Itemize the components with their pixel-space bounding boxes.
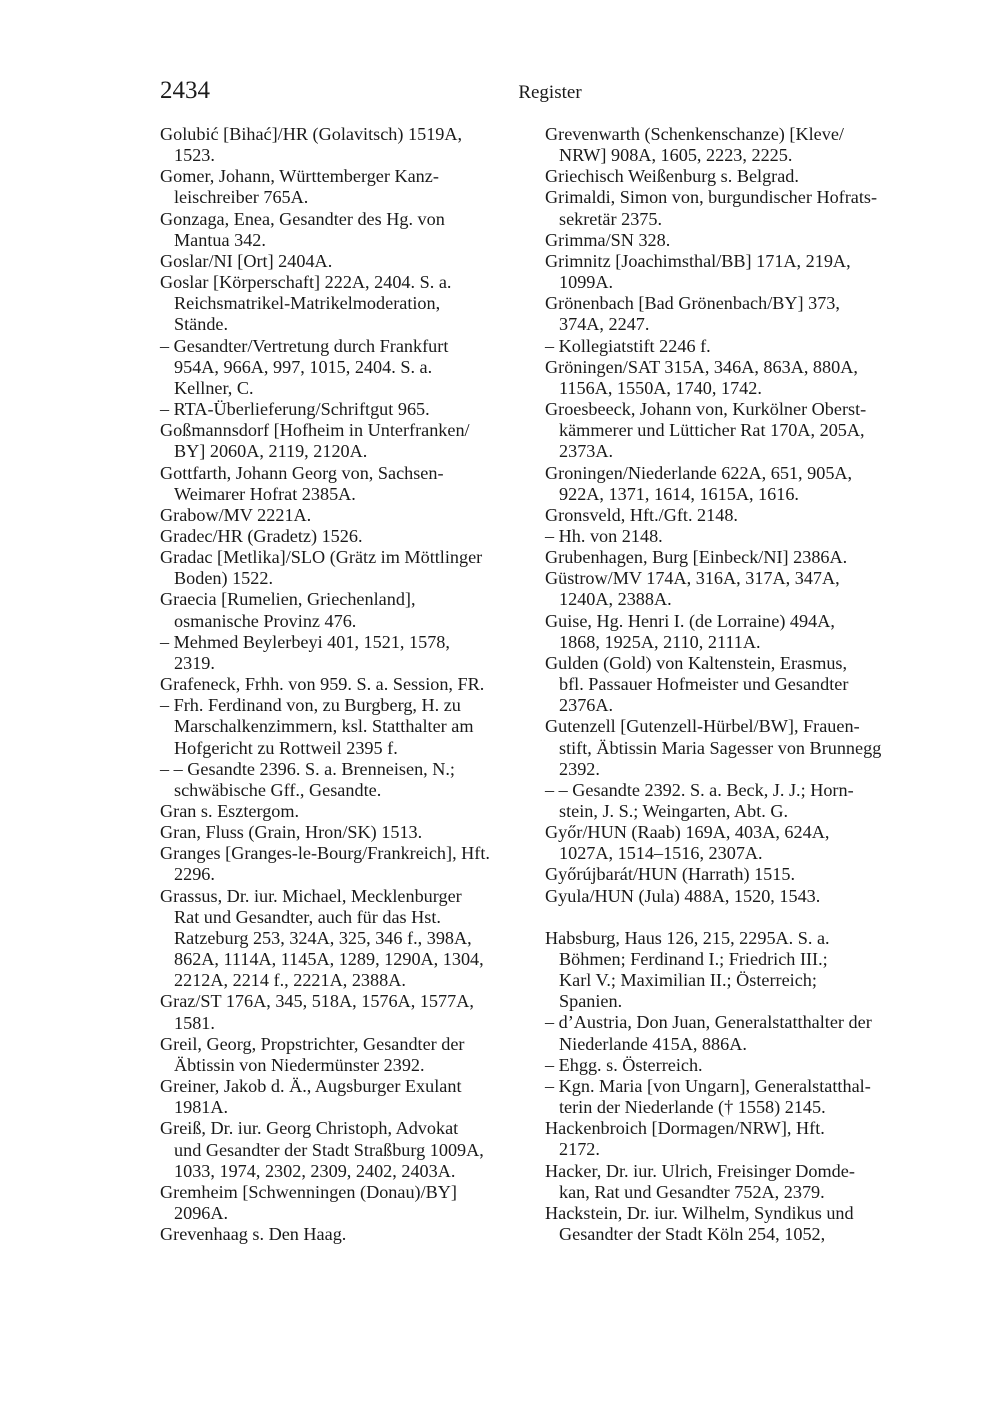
index-entry [545, 716, 925, 779]
index-entry [545, 780, 925, 822]
index-entry-line: kämmerer und Lütticher Rat 170A, 205A, [559, 420, 865, 441]
index-entry-line: Goslar/NI [Ort] 2404A. [160, 250, 333, 271]
index-entry-line: Grubenhagen, Burg [Einbeck/NI] 2386A. [545, 547, 848, 568]
index-entry [545, 357, 925, 399]
index-entry-line: Granges [Granges-le-Bourg/Frankreich], Hft. [160, 843, 490, 864]
index-entry-line: Groesbeeck, Johann von, Kurkölner Oberst- [545, 399, 867, 420]
index-entry-line: stift, Äbtissin Maria Sagesser von Brunnegg [559, 737, 882, 758]
index-entry [545, 124, 925, 166]
index-entry [545, 1076, 925, 1118]
index-entry-line: – Gesandter/Vertretung durch Frankfurt [160, 335, 449, 356]
index-entry [160, 632, 530, 674]
index-entry [160, 420, 530, 462]
index-entry-line: Greiner, Jakob d. Ä., Augsburger Exulant [160, 1076, 462, 1097]
index-entry [545, 293, 925, 335]
index-entry-line: Boden) 1522. [174, 568, 274, 589]
index-entry-line: – – Gesandte 2392. S. a. Beck, J. J.; Horn- [545, 779, 854, 800]
index-entry [160, 843, 530, 885]
index-entry-line: 862A, 1114A, 1145A, 1289, 1290A, 1304, [174, 949, 484, 970]
index-entry-line: Rat und Gesandter, auch für das Hst. [174, 906, 441, 927]
index-entry-line: 1868, 1925A, 2110, 2111A. [559, 631, 761, 652]
index-entry-line: 2172. [559, 1139, 600, 1160]
index-entry-line: – Mehmed Beylerbeyi 401, 1521, 1578, [160, 631, 450, 652]
index-entry-line: Gröningen/SAT 315A, 346A, 863A, 880A, [545, 356, 858, 377]
index-entry-line: Äbtissin von Niedermünster 2392. [174, 1054, 425, 1075]
index-entry-line: und Gesandter der Stadt Straßburg 1009A, [174, 1139, 484, 1160]
index-entry-line: Karl V.; Maximilian II.; Österreich; [559, 970, 817, 991]
index-entry-line: Grönenbach [Bad Grönenbach/BY] 373, [545, 293, 840, 314]
index-entry-line: 2319. [174, 652, 215, 673]
index-entry-line: 1240A, 2388A. [559, 589, 672, 610]
index-entry-line: 2296. [174, 864, 215, 885]
index-entry [545, 336, 925, 357]
index-entry-line: Gomer, Johann, Württemberger Kanz- [160, 166, 439, 187]
index-entry-line: sekretär 2375. [559, 208, 663, 229]
index-entry [545, 822, 925, 864]
index-entry-line: Hackenbroich [Dormagen/NRW], Hft. [545, 1118, 825, 1139]
index-entry-line: Grimnitz [Joachimsthal/BB] 171A, 219A, [545, 250, 851, 271]
index-entry-line: BY] 2060A, 2119, 2120A. [174, 441, 368, 462]
index-entry-line: leischreiber 765A. [174, 187, 309, 208]
index-entry [545, 611, 925, 653]
index-entry [160, 1076, 530, 1118]
index-entry-line: Graecia [Rumelien, Griechenland], [160, 589, 416, 610]
index-entry [160, 759, 530, 801]
index-entry-line: Spanien. [559, 991, 623, 1012]
index-entry-line: Böhmen; Ferdinand I.; Friedrich III.; [559, 948, 828, 969]
index-entry [160, 1224, 530, 1245]
index-entry [160, 272, 530, 335]
running-head: Register [518, 82, 582, 103]
index-entry [160, 251, 530, 272]
index-entry-line: 2376A. [559, 695, 614, 716]
index-entry-line: Griechisch Weißenburg s. Belgrad. [545, 166, 799, 187]
index-entry-line: Marschalkenzimmern, ksl. Statthalter am [174, 716, 474, 737]
index-entry-line: schwäbische Gff., Gesandte. [174, 779, 382, 800]
index-entry-line: 1027A, 1514–1516, 2307A. [559, 843, 763, 864]
index-entry-line: Hackstein, Dr. iur. Wilhelm, Syndikus und [545, 1202, 854, 1223]
page-number: 2434 [160, 77, 210, 104]
index-entry [545, 526, 925, 547]
index-entry-line: 2392. [559, 758, 600, 779]
index-entry [160, 991, 530, 1033]
index-entry-line: Stände. [174, 314, 229, 335]
index-entry [160, 463, 530, 505]
index-entry-line: Weimarer Hofrat 2385A. [174, 483, 356, 504]
index-entry-line: stein, J. S.; Weingarten, Abt. G. [559, 801, 789, 821]
index-entry [160, 526, 530, 547]
index-entry-line: Gottfarth, Johann Georg von, Sachsen- [160, 462, 444, 483]
index-entry-line: Gradac [Metlika]/SLO (Grätz im Möttlinger [160, 547, 483, 568]
index-entry-line: – Ehgg. s. Österreich. [545, 1054, 703, 1075]
index-entry-line: 2373A. [559, 441, 614, 462]
index-entry [160, 822, 530, 843]
index-entry-line: Gyula/HUN (Jula) 488A, 1520, 1543. [545, 885, 821, 906]
index-entry [545, 505, 925, 526]
index-entry-line: osmanische Provinz 476. [174, 610, 357, 631]
index-entry-line: Güstrow/MV 174A, 316A, 317A, 347A, [545, 568, 840, 589]
index-entry-line: bfl. Passauer Hofmeister und Gesandter [559, 674, 849, 695]
index-entry-line: Gradec/HR (Gradetz) 1526. [160, 525, 363, 546]
index-entry-line: Goslar [Körperschaft] 222A, 2404. S. a. [160, 272, 452, 293]
index-entry-line: 1523. [174, 145, 215, 166]
index-entry-line: Győr/HUN (Raab) 169A, 403A, 624A, [545, 822, 830, 843]
index-entry [545, 1203, 925, 1245]
index-entry [545, 463, 925, 505]
index-entry-line: NRW] 908A, 1605, 2223, 2225. [559, 145, 793, 166]
section-gap [545, 907, 925, 928]
index-entry [545, 1118, 925, 1160]
index-entry-line: Groningen/Niederlande 622A, 651, 905A, [545, 462, 853, 483]
index-column-left [160, 124, 530, 1245]
index-entry-line: Mantua 342. [174, 229, 266, 250]
index-entry-line: Kellner, C. [174, 377, 254, 398]
index-entry-line: – Kollegiatstift 2246 f. [545, 335, 711, 356]
index-entry-line: – Hh. von 2148. [545, 525, 663, 546]
index-entry [545, 187, 925, 229]
index-entry-line: Habsburg, Haus 126, 215, 2295A. S. a. [545, 927, 830, 948]
index-entry [160, 674, 530, 695]
index-entry-line: Gulden (Gold) von Kaltenstein, Erasmus, [545, 652, 848, 673]
index-entry [160, 166, 530, 208]
index-entry-line: – RTA-Überlieferung/Schriftgut 965. [160, 399, 430, 420]
index-entry-line: Grevenwarth (Schenkenschanze) [Kleve/ [545, 124, 844, 144]
index-entry [545, 230, 925, 251]
index-entry [545, 399, 925, 462]
index-entry-line: 1581. [174, 1012, 215, 1033]
index-entry [160, 336, 530, 399]
index-entry-line: Niederlande 415A, 886A. [559, 1033, 747, 1054]
index-entry [160, 547, 530, 589]
index-entry [160, 124, 530, 166]
index-entry-line: 2212A, 2214 f., 2221A, 2388A. [174, 970, 406, 991]
index-entry-line: Gremheim [Schwenningen (Donau)/BY] [160, 1181, 457, 1202]
index-column-right [545, 124, 925, 1245]
index-entry-line: Győrújbarát/HUN (Harrath) 1515. [545, 864, 795, 885]
index-entry [545, 1055, 925, 1076]
index-entry-line: Grabow/MV 2221A. [160, 504, 312, 525]
index-entry [160, 886, 530, 992]
index-entry [545, 653, 925, 716]
index-entry-line: 374A, 2247. [559, 314, 650, 335]
index-entry-line: Guise, Hg. Henri I. (de Lorraine) 494A, [545, 610, 835, 631]
index-entry [160, 1034, 530, 1076]
index-entry [545, 928, 925, 1013]
index-entry-line: Gesandter der Stadt Köln 254, 1052, [559, 1223, 826, 1244]
index-entry [160, 1118, 530, 1181]
index-entry [545, 1012, 925, 1054]
index-entry [160, 1182, 530, 1224]
index-entry-line: Grafeneck, Frhh. von 959. S. a. Session, FR. [160, 674, 485, 695]
index-entry-line: Hofgericht zu Rottweil 2395 f. [174, 737, 398, 758]
index-entry-line: – d’Austria, Don Juan, Generalstatthalter der [545, 1012, 872, 1033]
index-entry-line: Graz/ST 176A, 345, 518A, 1576A, 1577A, [160, 991, 474, 1012]
index-entry [545, 547, 925, 568]
index-entry [545, 1161, 925, 1203]
index-entry-line: 954A, 966A, 997, 1015, 2404. S. a. [174, 356, 433, 377]
index-entry-line: terin der Niederlande († 1558) 2145. [559, 1097, 826, 1118]
index-entry [545, 864, 925, 885]
index-entry-line: 922A, 1371, 1614, 1615A, 1616. [559, 483, 799, 504]
index-entry [160, 209, 530, 251]
index-entry-line: Golubić [Bihać]/HR (Golavitsch) 1519A, [160, 124, 463, 144]
index-entry-line: – Frh. Ferdinand von, zu Burgberg, H. zu [160, 695, 461, 716]
index-entry [160, 695, 530, 758]
index-entry-line: – – Gesandte 2396. S. a. Brenneisen, N.; [160, 758, 455, 779]
index-entry-line: Reichsmatrikel-Matrikelmoderation, [174, 293, 441, 314]
index-entry-line: 1156A, 1550A, 1740, 1742. [559, 377, 762, 398]
index-entry-line: Goßmannsdorf [Hofheim in Unterfranken/ [160, 420, 470, 441]
index-entry-line: Gran s. Esztergom. [160, 801, 300, 821]
index-entry-line: Grimaldi, Simon von, burgundischer Hofrats- [545, 187, 878, 208]
index-entry-line: Ratzeburg 253, 324A, 325, 346 f., 398A, [174, 927, 472, 948]
index-entry [545, 886, 925, 907]
index-entry [545, 251, 925, 293]
index-entry-line: 1981A. [174, 1097, 229, 1118]
index-entry-line: 2096A. [174, 1202, 229, 1223]
index-entry-line: kan, Rat und Gesandter 752A, 2379. [559, 1181, 825, 1202]
index-entry-line: Greiß, Dr. iur. Georg Christoph, Advokat [160, 1118, 459, 1139]
index-entry-line: – Kgn. Maria [von Ungarn], Generalstatthal- [545, 1075, 871, 1096]
index-entry [545, 166, 925, 187]
index-entry-line: Grimma/SN 328. [545, 229, 671, 250]
index-entry-line: Greil, Georg, Propstrichter, Gesandter der [160, 1033, 465, 1054]
index-entry-line: Gutenzell [Gutenzell-Hürbel/BW], Frauen- [545, 716, 860, 737]
index-entry-line: Gronsveld, Hft./Gft. 2148. [545, 504, 738, 525]
index-entry [160, 589, 530, 631]
index-entry-line: 1033, 1974, 2302, 2309, 2402, 2403A. [174, 1160, 456, 1181]
index-entry [160, 399, 530, 420]
index-entry-line: Hacker, Dr. iur. Ulrich, Freisinger Domde- [545, 1160, 855, 1181]
index-entry-line: Gonzaga, Enea, Gesandter des Hg. von [160, 208, 445, 229]
index-entry-line: Gran, Fluss (Grain, Hron/SK) 1513. [160, 822, 423, 843]
index-entry [160, 505, 530, 526]
index-entry-line: 1099A. [559, 272, 614, 293]
index-entry [160, 801, 530, 822]
index-entry [545, 568, 925, 610]
index-entry-line: Grevenhaag s. Den Haag. [160, 1224, 347, 1245]
index-entry-line: Grassus, Dr. iur. Michael, Mecklenburger [160, 885, 462, 906]
